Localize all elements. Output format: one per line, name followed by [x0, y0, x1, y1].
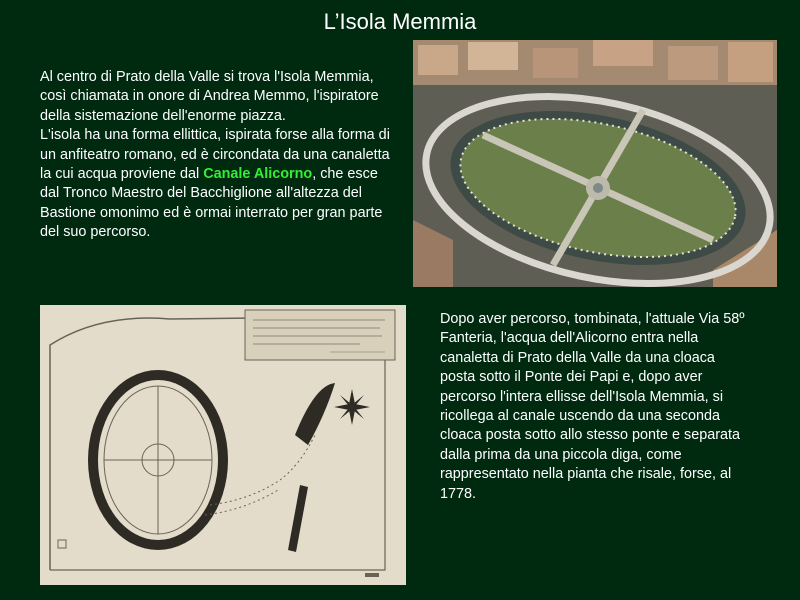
slide-title: L’Isola Memmia	[323, 9, 477, 34]
left-paragraph-1: Al centro di Prato della Valle si trova l'Isola Memmia, così chiamata in onore di Andrea Memmo, l'ispiratore della sistemazione dell'enorme piazza.	[40, 69, 379, 124]
left-text-block	[40, 68, 390, 243]
left-paragraph-2-end: , che esce dal Tronco Maestro del Bacchiglione all'altezza del Bastione omonimo ed è ormai interrato per gran parte del suo percorso.	[40, 166, 383, 241]
left-paragraph-2	[40, 126, 390, 242]
right-text-block	[440, 310, 750, 504]
canale-alicorno-highlight: Canale Alicorno	[203, 166, 313, 183]
left-paragraph-2-start: L'isola ha una forma ellittica, ispirata forse alla forma di un anfiteatro romano, ed è circondata da una canaletta la cui acqua proviene dal	[40, 127, 390, 183]
historical-map-1778	[40, 305, 406, 585]
right-paragraph-1: Dopo aver percorso, tombinata, l'attuale Via 58º Fanteria, l'acqua dell'Alicorno entra nella canaletta di Prato della Valle da una cloaca posta sotto il Ponte dei Papi e, dopo aver percorso l'intera ellisse dell'Isola Memmia, si ricollega al canale uscendo da una seconda cloaca posta sotto allo stesso ponte e separata dalla prima da una piccola diga, come rappresentato nella pianta che risale, forse, al 1778.	[440, 311, 745, 502]
aerial-photo-prato-della-valle	[413, 40, 777, 287]
